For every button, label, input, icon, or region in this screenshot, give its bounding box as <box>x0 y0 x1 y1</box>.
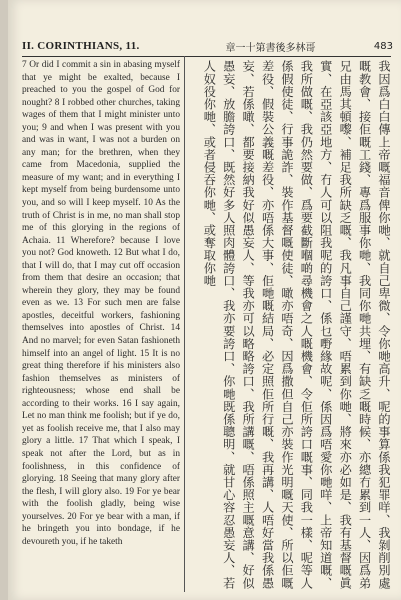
bible-page <box>8 0 401 600</box>
page-number: 483 <box>373 40 393 52</box>
chinese-book-chapter: 章一十第書後多林哥 <box>225 42 316 54</box>
english-column <box>22 59 180 592</box>
english-text: 7 Or did I commit a sin in abasing myself that ye might be exalted, because I preached to you the gospel of God for nought? 8 I robbed other churches, taking wages of them that I might minister unto you; 9 and when I was present with you and was in want, I was not a burden on any man; for the brethren, when they came from Macedonia, supplied the measure of my want; and in everything I kept myself from being burdensome unto you, and so will I keep myself. 10 As the truth of Christ is in me, no man shall stop me of this glorying in the regions of Achaia. 11 Wherefore? because I love you not? God knoweth. 12 But what I do, that I will do, that I may cut off occasion from them that desire an occasion; that wherein they glory, they may be found even as we. 13 For such men are false apostles, deceitful workers, fashioning themselves into apostles of Christ. 14 And no marvel; for even Satan fashioneth himself into an angel of light. 15 It is no great thing therefore if his ministers also fashion themselves as ministers of righteousness; whose end shall be according to their works. 16 I say again, Let no man think me foolish; but if ye do, yet as foolish receive me, that I also may glory a little. 17 That which I speak, I speak not after the Lord, but as in foolishness, in this confidence of glorying. 18 Seeing that many glory after the flesh, I will glory also. 19 For ye bear with the foolish gladly, being wise yourselves. 20 For ye bear with a man, if he bringeth you into bondage, if he devoureth you, if he taketh <box>22 60 180 547</box>
english-book-chapter: II. CORINTHIANS, 11. <box>22 40 140 52</box>
column-divider <box>184 56 185 592</box>
running-header <box>22 38 393 54</box>
header-rule <box>22 56 391 57</box>
chinese-column: 我因爲白白傳上帝嘅福音俾你哋、就自己卑微、令你哋高升、呢的事算係我犯罪咩、我剝削別處嘅教會、接佢嘅工錢、專爲服事你哋、我同你哋共埋、有缺乏嘅時候、亦總冇累到一人、因爲弟兄由馬其頓嚟、補足我所缺乏嘅、我凡事自己謹守、唔累到你哋、將來亦必如是、我有基督嘅眞實、在亞該亞地方、冇人可以阻我呢的誇口、係乜嘢緣故呢、係因爲唔愛你哋咩、上帝知道嘅、我所做嘅、我仍然要做、爲要截斷嗰啲尋機會之人嘅機會、令佢所誇口嘅事、同我一樣、呢等人係假使徒、行事詭詐、裝作基督嘅使徒、噉亦唔奇、因爲撒但自己亦裝作光明嘅天使、所以佢嘅差役、假裝公義嘅差役、亦唔係大事、佢哋嘅結局、必定照佢所行嘅、我再講、人唔好當我係愚妄、若係噉、都要接納我好似愚妄人、等我亦可以略略誇口、我所講嘅、唔係照主嘅意講、好似愚妄、放膽誇口、既然好多人照肉體誇口、我亦要誇口、你哋既係聰明、就甘心容忍愚妄人、若人奴役你哋、或者侵吞你哋、或奪取你哋 <box>202 60 391 590</box>
